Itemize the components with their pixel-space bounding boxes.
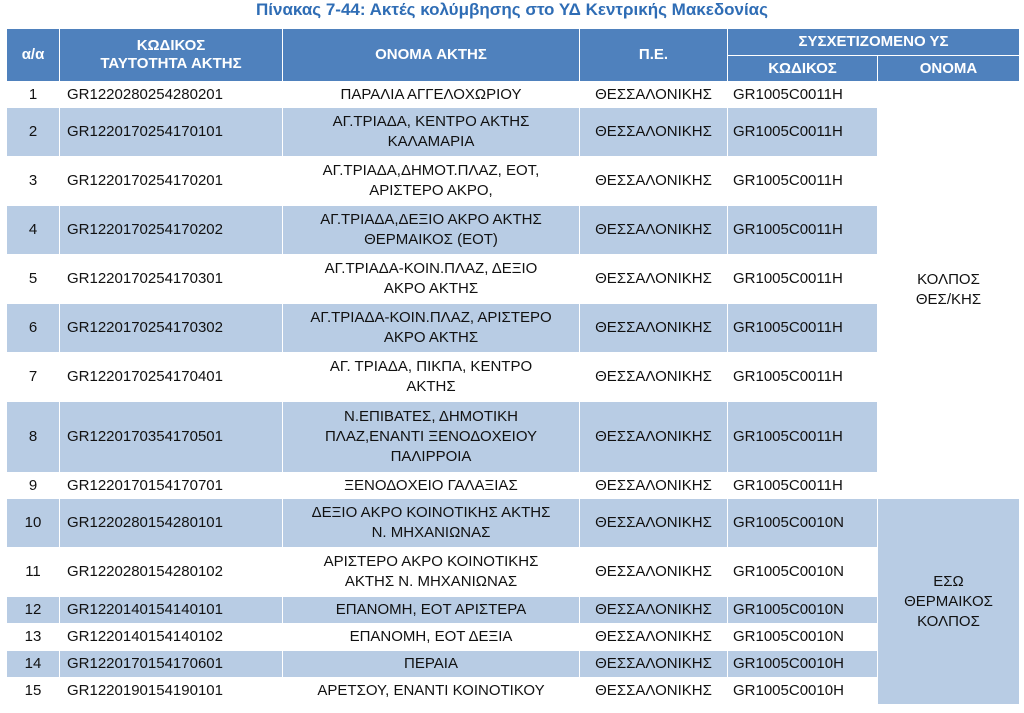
water-body-name-line: ΚΟΛΠΟΣ: [917, 271, 980, 288]
row-number: 7: [7, 353, 60, 402]
table-row: [7, 82, 1020, 108]
beach-name: [283, 157, 580, 206]
table-row: [7, 548, 1020, 597]
beach-name: [283, 353, 580, 402]
header-pe: Π.Ε.: [580, 29, 728, 82]
row-number: 4: [7, 206, 60, 255]
beach-code: GR1220170254170302: [60, 304, 283, 353]
regional-unit: ΘΕΣΣΑΛΟΝΙΚΗΣ: [580, 353, 728, 402]
table-row: [7, 206, 1020, 255]
beach-name: [283, 651, 580, 678]
water-body-code: GR1005C0011H: [728, 157, 878, 206]
water-body-code: GR1005C0011H: [728, 82, 878, 108]
row-number: 8: [7, 402, 60, 473]
table-row: [7, 624, 1020, 651]
beach-code: GR1220190154190101: [60, 678, 283, 705]
beach-name: [283, 255, 580, 304]
water-body-name-line: ΚΟΛΠΟΣ: [917, 612, 980, 630]
beach-name-line: ΠΛΑΖ,ΕΝΑΝΤΙ ΞΕΝΟΔΟΧΕΙΟΥ: [324, 428, 538, 445]
beach-name: [283, 548, 580, 597]
water-body-name: [878, 82, 1020, 499]
water-body-code: GR1005C0011H: [728, 108, 878, 157]
beach-code: GR1220170254170101: [60, 108, 283, 157]
beach-name-line: ΚΑΛΑΜΑΡΙΑ: [387, 133, 475, 150]
row-number: 9: [7, 473, 60, 499]
beach-name-line: ΑΓ.ΤΡΙΑΔΑ,ΔΕΞΙΟ ΑΚΡΟ ΑΚΤΗΣ: [320, 211, 542, 228]
beach-code: GR1220170154170701: [60, 473, 283, 499]
water-body-code: GR1005C0011H: [728, 255, 878, 304]
regional-unit: ΘΕΣΣΑΛΟΝΙΚΗΣ: [580, 157, 728, 206]
table-row: [7, 597, 1020, 624]
table-body: [7, 82, 1020, 705]
regional-unit: ΘΕΣΣΑΛΟΝΙΚΗΣ: [580, 473, 728, 499]
beach-name: [283, 597, 580, 624]
row-number: 10: [7, 499, 60, 548]
row-number: 1: [7, 82, 60, 108]
row-number: 12: [7, 597, 60, 624]
beach-code: GR1220280154280102: [60, 548, 283, 597]
water-body-code: GR1005C0010H: [728, 651, 878, 678]
beach-name: [283, 624, 580, 651]
beach-name: [283, 678, 580, 705]
row-number: 5: [7, 255, 60, 304]
water-body-name-line: ΘΕΣ/ΚΗΣ: [915, 291, 982, 308]
row-number: 13: [7, 624, 60, 651]
row-number: 15: [7, 678, 60, 705]
table-row: [7, 678, 1020, 705]
regional-unit: ΘΕΣΣΑΛΟΝΙΚΗΣ: [580, 597, 728, 624]
beach-name-line: ΑΓ.ΤΡΙΑΔΑ-ΚΟΙΝ.ΠΛΑΖ, ΔΕΞΙΟ: [324, 260, 538, 277]
table-row: [7, 255, 1020, 304]
water-body-code: GR1005C0010N: [728, 499, 878, 548]
beach-name: [283, 82, 580, 108]
table-row: [7, 473, 1020, 499]
beach-name-line: ΑΡΕΤΣΟΥ, ΕΝΑΝΤΙ ΚΟΙΝΟΤΙΚΟΥ: [317, 682, 545, 699]
water-body-code: GR1005C0011H: [728, 206, 878, 255]
beach-code: GR1220280254280201: [60, 82, 283, 108]
beaches-table: [6, 28, 1020, 705]
beach-code: GR1220280154280101: [60, 499, 283, 548]
beach-name-line: ΑΚΡΟ ΑΚΤΗΣ: [383, 329, 479, 346]
beach-code: GR1220170254170401: [60, 353, 283, 402]
beach-name-line: ΠΑΡΑΛΙΑ ΑΓΓΕΛΟΧΩΡΙΟΥ: [340, 85, 522, 103]
beach-name-line: ΕΠΑΝΟΜΗ, ΕΟΤ ΑΡΙΣΤΕΡΑ: [335, 601, 527, 618]
regional-unit: ΘΕΣΣΑΛΟΝΙΚΗΣ: [580, 624, 728, 651]
beach-name-line: ΑΓ. ΤΡΙΑΔΑ, ΠΙΚΠΑ, ΚΕΝΤΡΟ: [329, 358, 533, 375]
table-row: [7, 108, 1020, 157]
beach-name-line: ΑΚΡΟ ΑΚΤΗΣ: [383, 280, 479, 297]
beach-name-line: ΔΕΞΙΟ ΑΚΡΟ ΚΟΙΝΟΤΙΚΗΣ ΑΚΤΗΣ: [311, 504, 551, 521]
row-number: 6: [7, 304, 60, 353]
water-body-code: GR1005C0010N: [728, 597, 878, 624]
row-number: 2: [7, 108, 60, 157]
beach-code: GR1220170154170601: [60, 651, 283, 678]
row-number: 11: [7, 548, 60, 597]
water-body-code: GR1005C0010N: [728, 624, 878, 651]
beach-name-line: ΕΠΑΝΟΜΗ, ΕΟΤ ΔΕΞΙΑ: [349, 628, 513, 645]
beach-name-line: ΠΑΛΙΡΡΟΙΑ: [390, 448, 472, 465]
header-aa: α/α: [7, 29, 60, 82]
water-body-code: GR1005C0010H: [728, 678, 878, 705]
beach-name: [283, 108, 580, 157]
beach-name: [283, 402, 580, 473]
beach-name-line: Ν. ΜΗΧΑΝΙΩΝΑΣ: [371, 524, 491, 541]
regional-unit: ΘΕΣΣΑΛΟΝΙΚΗΣ: [580, 108, 728, 157]
regional-unit: ΘΕΣΣΑΛΟΝΙΚΗΣ: [580, 678, 728, 705]
row-number: 3: [7, 157, 60, 206]
header-beach-code-line1: ΚΩΔΙΚΟΣ: [136, 37, 206, 54]
table-row: [7, 353, 1020, 402]
beach-name-line: ΑΓ.ΤΡΙΑΔΑ, ΚΕΝΤΡΟ ΑΚΤΗΣ: [332, 113, 530, 130]
water-body-code: GR1005C0011H: [728, 353, 878, 402]
beach-name-line: ΘΕΡΜΑΙΚΟΣ (ΕΟΤ): [364, 231, 498, 248]
beach-name-line: Ν.ΕΠΙΒΑΤΕΣ, ΔΗΜΟΤΙΚΗ: [343, 408, 519, 425]
beach-name-line: ΑΓ.ΤΡΙΑΔΑ-ΚΟΙΝ.ΠΛΑΖ, ΑΡΙΣΤΕΡΟ: [310, 309, 552, 326]
row-number: 14: [7, 651, 60, 678]
table-header: [7, 29, 1020, 82]
beach-name: [283, 499, 580, 548]
regional-unit: ΘΕΣΣΑΛΟΝΙΚΗΣ: [580, 499, 728, 548]
beach-name: [283, 473, 580, 499]
regional-unit: ΘΕΣΣΑΛΟΝΙΚΗΣ: [580, 206, 728, 255]
water-body-name-line: ΘΕΡΜΑΙΚΟΣ: [904, 592, 993, 610]
water-body-code: GR1005C0011H: [728, 304, 878, 353]
beach-code: GR1220170254170301: [60, 255, 283, 304]
beach-name-line: ΑΚΤΗΣ Ν. ΜΗΧΑΝΙΩΝΑΣ: [344, 573, 518, 590]
table-row: [7, 651, 1020, 678]
water-body-code: GR1005C0010N: [728, 548, 878, 597]
water-body-code: GR1005C0011H: [728, 402, 878, 473]
table-row: [7, 402, 1020, 473]
water-body-name: [878, 499, 1020, 705]
header-related-name: ΟΝΟΜΑ: [878, 56, 1020, 82]
beach-code: GR1220170254170201: [60, 157, 283, 206]
beach-name-line: ΑΚΤΗΣ: [406, 378, 456, 395]
beach-name-line: ΑΓ.ΤΡΙΑΔΑ,ΔΗΜΟΤ.ΠΛΑΖ, ΕΟΤ,: [322, 162, 540, 179]
regional-unit: ΘΕΣΣΑΛΟΝΙΚΗΣ: [580, 548, 728, 597]
header-beach-name: ΟΝΟΜΑ ΑΚΤΗΣ: [283, 29, 580, 82]
water-body-code: GR1005C0011H: [728, 473, 878, 499]
beach-code: GR1220140154140102: [60, 624, 283, 651]
regional-unit: ΘΕΣΣΑΛΟΝΙΚΗΣ: [580, 255, 728, 304]
regional-unit: ΘΕΣΣΑΛΟΝΙΚΗΣ: [580, 82, 728, 108]
header-related-code: ΚΩΔΙΚΟΣ: [728, 56, 878, 82]
beach-code: GR1220170354170501: [60, 402, 283, 473]
regional-unit: ΘΕΣΣΑΛΟΝΙΚΗΣ: [580, 304, 728, 353]
beach-code: GR1220140154140101: [60, 597, 283, 624]
regional-unit: ΘΕΣΣΑΛΟΝΙΚΗΣ: [580, 651, 728, 678]
header-beach-code: [60, 29, 283, 82]
beach-name-line: ΠΕΡΑΙΑ: [404, 655, 458, 672]
table-row: [7, 157, 1020, 206]
beach-name-line: ΑΡΙΣΤΕΡΟ ΑΚΡΟ,: [369, 182, 493, 199]
water-body-name-line: ΕΣΩ: [933, 572, 964, 590]
beach-name: [283, 304, 580, 353]
regional-unit: ΘΕΣΣΑΛΟΝΙΚΗΣ: [580, 402, 728, 473]
header-related-ys: ΣΥΣΧΕΤΙΖΟΜΕΝΟ ΥΣ: [728, 29, 1020, 56]
header-beach-code-line2: ΤΑΥΤΟΤΗΤΑ ΑΚΤΗΣ: [100, 55, 242, 72]
beach-name: [283, 206, 580, 255]
table-row: [7, 304, 1020, 353]
beach-name-line: ΞΕΝΟΔΟΧΕΙΟ ΓΑΛΑΞΙΑΣ: [344, 476, 518, 494]
beach-name-line: ΑΡΙΣΤΕΡΟ ΑΚΡΟ ΚΟΙΝΟΤΙΚΗΣ: [323, 553, 539, 570]
table-caption: Πίνακας 7-44: Ακτές κολύμβησης στο ΥΔ Κεντρικής Μακεδονίας: [256, 0, 768, 19]
table-row: [7, 499, 1020, 548]
beach-code: GR1220170254170202: [60, 206, 283, 255]
